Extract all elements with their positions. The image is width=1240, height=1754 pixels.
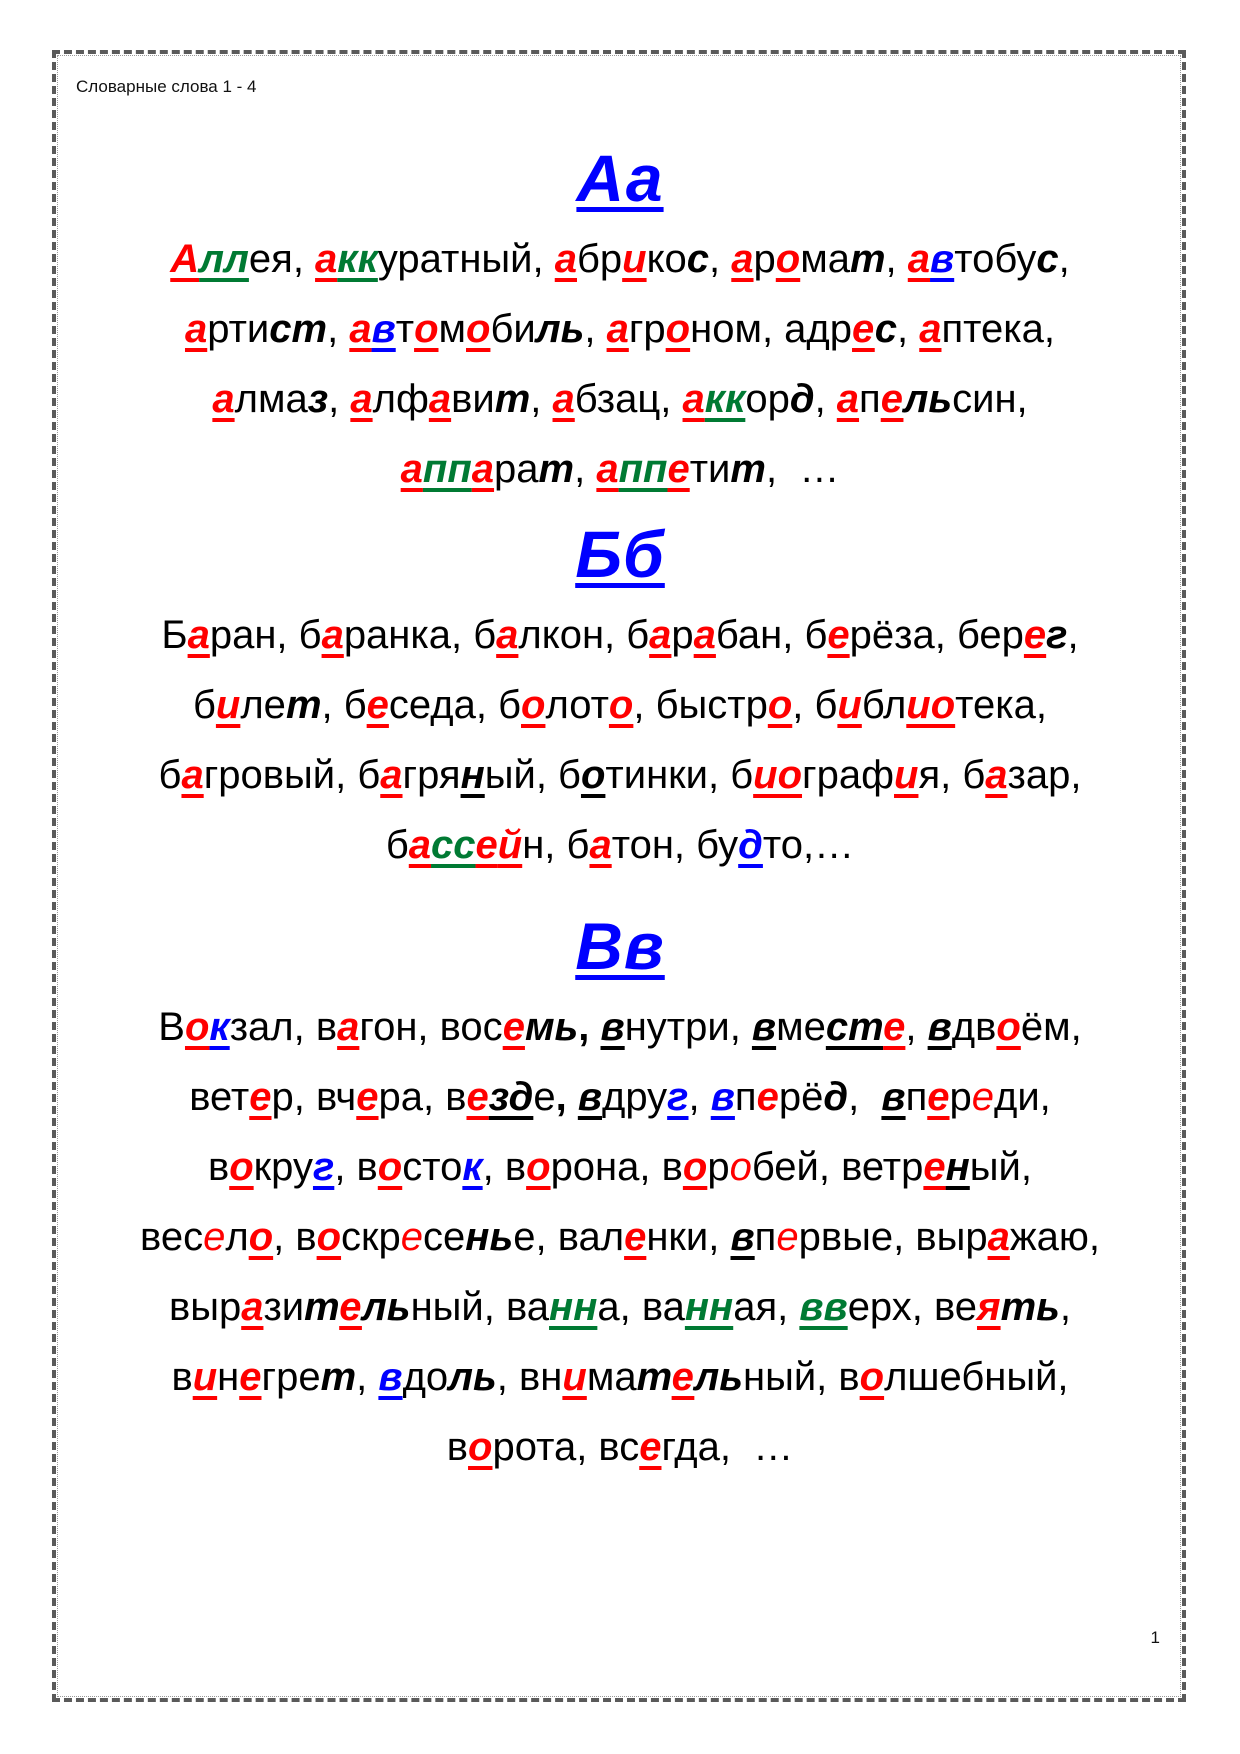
word-segment: а xyxy=(731,237,754,281)
word-line xyxy=(72,1132,1168,1202)
word-segment: р, вч xyxy=(271,1075,357,1119)
word-segment: гон, вос xyxy=(359,1005,503,1049)
word-segment: е xyxy=(776,1215,799,1259)
word-segment: б xyxy=(158,753,182,797)
word-segment: а xyxy=(985,753,1008,797)
word-segment: т xyxy=(636,1355,672,1399)
word-segment: н xyxy=(217,1355,240,1399)
word-segment: я, б xyxy=(918,753,986,797)
word-segment: в xyxy=(600,1005,625,1049)
word-segment: е xyxy=(971,1075,994,1119)
word-segment: и xyxy=(894,753,919,797)
word-segment: ая, xyxy=(733,1285,800,1329)
word-segment: т xyxy=(304,1285,340,1329)
word-segment: , xyxy=(356,1355,379,1399)
word-segment: тон, бу xyxy=(611,823,739,867)
word-segment: в xyxy=(927,1005,952,1049)
word-segment: м xyxy=(438,307,466,351)
word-segment: рти xyxy=(207,307,270,351)
word-line xyxy=(72,810,1168,880)
word-segment: а xyxy=(907,237,931,281)
word-segment: гровый, б xyxy=(203,753,381,797)
word-segment: тобу xyxy=(954,237,1037,281)
word-segment: е xyxy=(356,1075,379,1119)
word-segment: а xyxy=(919,307,942,351)
word-segment: а xyxy=(596,447,619,491)
word-segment: а xyxy=(380,753,403,797)
word-segment: и xyxy=(215,683,241,727)
word-segment: а xyxy=(693,613,716,657)
word-segment: е xyxy=(1023,613,1047,657)
word-segment: гре xyxy=(261,1355,321,1399)
word-segment: , в xyxy=(482,1145,527,1189)
word-line xyxy=(72,1412,1168,1482)
word-segment: нки, xyxy=(646,1215,731,1259)
word-segment: дру xyxy=(602,1075,668,1119)
section-heading-b: Бб xyxy=(575,517,665,591)
word-segment: в xyxy=(930,237,955,281)
word-segment: в xyxy=(371,307,396,351)
word-segment: а xyxy=(184,307,208,351)
word-segment: ран, б xyxy=(209,613,322,657)
word-segment: сс xyxy=(431,823,476,867)
word-segment: скр xyxy=(341,1215,401,1259)
word-segment: ном, адр xyxy=(690,307,853,351)
word-segment: , в xyxy=(273,1215,317,1259)
header-label: Словарные слова 1 - 4 xyxy=(76,77,257,96)
word-segment: о xyxy=(184,1005,210,1049)
word-segment: б xyxy=(385,823,409,867)
word-segment: , быстр xyxy=(633,683,768,727)
word-line xyxy=(72,1062,1168,1132)
word-line xyxy=(72,992,1168,1062)
word-segment: и xyxy=(837,683,862,727)
word-segment: р xyxy=(949,1075,972,1119)
word-segment: п xyxy=(734,1075,757,1119)
word-segment: ный, ва xyxy=(410,1285,550,1329)
word-segment: ди, xyxy=(994,1075,1051,1119)
word-segment: а xyxy=(337,1005,360,1049)
word-segment: нутри, xyxy=(624,1005,752,1049)
word-segment: ль xyxy=(694,1355,743,1399)
word-segment: син, xyxy=(952,377,1028,421)
word-segment: тинки, б xyxy=(605,753,754,797)
word-segment: , xyxy=(1059,1285,1072,1329)
word-segment: гр xyxy=(628,307,666,351)
word-segment: т xyxy=(320,1355,357,1399)
word-segment: до xyxy=(402,1355,449,1399)
word-segment: ст xyxy=(825,1005,884,1049)
word-segment: а xyxy=(350,377,373,421)
word-segment: , в xyxy=(334,1145,378,1189)
word-segment: е xyxy=(852,307,875,351)
word-segment: е xyxy=(827,613,850,657)
word-segment: ль xyxy=(903,377,953,421)
word-segment: кк xyxy=(337,237,378,281)
word-segment: а xyxy=(321,613,344,657)
word-segment: сто xyxy=(402,1145,463,1189)
word-segment: е xyxy=(475,823,498,867)
word-segment: г xyxy=(312,1145,335,1189)
word-segment: п xyxy=(905,1075,928,1119)
word-list-b xyxy=(72,594,1168,880)
word-segment: вес xyxy=(140,1215,204,1259)
word-segment: граф xyxy=(802,753,895,797)
word-segment: выр xyxy=(168,1285,242,1329)
word-segment: зал, в xyxy=(229,1005,338,1049)
word-segment: а xyxy=(554,237,577,281)
word-segment: , … xyxy=(765,447,840,491)
word-segment: ти xyxy=(689,447,731,491)
word-segment: е xyxy=(366,683,389,727)
word-segment: о xyxy=(248,1215,274,1259)
word-segment: е xyxy=(400,1215,424,1259)
word-segment: а xyxy=(349,307,372,351)
word-segment: в xyxy=(378,1355,403,1399)
word-segment: , xyxy=(897,307,920,351)
word-segment: лл xyxy=(199,237,249,281)
word-segment: , xyxy=(814,377,837,421)
word-line xyxy=(72,1342,1168,1412)
word-segment: о xyxy=(580,753,606,797)
word-segment: се xyxy=(423,1215,466,1259)
word-segment: кру xyxy=(253,1145,313,1189)
section-b xyxy=(72,514,1168,880)
word-segment: ст xyxy=(269,307,328,351)
word-segment: вет xyxy=(189,1075,250,1119)
word-segment: р xyxy=(753,237,776,281)
word-segment: д xyxy=(789,377,815,421)
word-line xyxy=(72,364,1168,434)
word-segment: ви xyxy=(451,377,495,421)
word-segment: бан, б xyxy=(715,613,828,657)
word-segment: рота, вс xyxy=(492,1425,640,1469)
word-segment: , xyxy=(905,1005,928,1049)
word-segment: рёза, бер xyxy=(849,613,1024,657)
word-segment: е xyxy=(927,1075,950,1119)
word-segment: седа, б xyxy=(388,683,521,727)
word-segment: к xyxy=(462,1145,483,1189)
word-segment: , xyxy=(584,307,607,351)
word-segment: гря xyxy=(402,753,461,797)
word-segment: о xyxy=(377,1145,403,1189)
section-heading-a: Аа xyxy=(576,141,664,215)
word-segment: зд xyxy=(488,1075,534,1119)
word-segment: о xyxy=(729,1145,752,1189)
word-segment: а xyxy=(471,447,495,491)
word-segment: о xyxy=(414,307,439,351)
word-segment: р xyxy=(707,1145,730,1189)
word-segment: ём, xyxy=(1020,1005,1082,1049)
word-segment: рвые, выр xyxy=(798,1215,988,1259)
word-segment: бр xyxy=(577,237,623,281)
word-segment: р xyxy=(671,613,694,657)
word-segment: е xyxy=(502,1005,525,1049)
word-segment: ор xyxy=(745,377,790,421)
word-segment: рона, в xyxy=(550,1145,683,1189)
word-segment: птека, xyxy=(941,307,1055,351)
word-segment: о xyxy=(767,683,793,727)
word-line xyxy=(72,434,1168,504)
word-segment: лот xyxy=(545,683,609,727)
word-segment: е xyxy=(756,1075,779,1119)
word-line xyxy=(72,294,1168,364)
word-segment: и xyxy=(622,237,647,281)
word-segment: , xyxy=(1058,237,1070,281)
word-segment: ый, б xyxy=(484,753,581,797)
word-segment: т xyxy=(538,447,575,491)
word-segment: т xyxy=(395,307,415,351)
word-list-v xyxy=(72,986,1168,1482)
word-segment: лма xyxy=(234,377,308,421)
word-segment: в xyxy=(577,1075,602,1119)
word-segment: ть xyxy=(1000,1285,1060,1329)
word-segment: д xyxy=(738,823,763,867)
word-segment: ра xyxy=(494,447,539,491)
word-segment: а xyxy=(181,753,204,797)
word-segment: ио xyxy=(753,753,803,797)
word-segment: нн xyxy=(549,1285,598,1329)
word-segment: а xyxy=(315,237,338,281)
word-segment: тека, xyxy=(955,683,1048,727)
word-segment: ея, xyxy=(248,237,316,281)
word-segment: рё xyxy=(778,1075,824,1119)
word-segment: а xyxy=(400,447,423,491)
word-line xyxy=(72,740,1168,810)
word-segment: к xyxy=(209,1005,230,1049)
word-segment: т xyxy=(730,447,766,491)
word-line xyxy=(72,670,1168,740)
word-segment: в xyxy=(207,1145,230,1189)
word-segment: а xyxy=(552,377,575,421)
word-segment: е xyxy=(667,447,690,491)
word-segment: , xyxy=(530,377,553,421)
word-segment: е xyxy=(466,1075,489,1119)
word-segment: ле xyxy=(240,683,286,727)
word-segment: а xyxy=(649,613,672,657)
word-segment: ерх, ве xyxy=(847,1285,978,1329)
word-segment: мь xyxy=(524,1005,579,1049)
word-segment: нь xyxy=(465,1215,514,1259)
word-segment: а xyxy=(187,613,210,657)
word-segment: ма xyxy=(586,1355,637,1399)
word-segment: , xyxy=(1067,613,1079,657)
word-segment: д xyxy=(823,1075,849,1119)
word-segment: т xyxy=(494,377,531,421)
word-segment: а xyxy=(987,1215,1010,1259)
word-segment: ко xyxy=(646,237,687,281)
word-segment: ра, в xyxy=(378,1075,467,1119)
word-segment: би xyxy=(490,307,536,351)
word-segment: н xyxy=(460,753,485,797)
word-segment: и xyxy=(192,1355,218,1399)
word-segment: лкон, б xyxy=(518,613,650,657)
word-segment: е xyxy=(239,1355,262,1399)
word-segment: гда, … xyxy=(661,1425,794,1469)
word-segment: ный, в xyxy=(742,1355,860,1399)
word-segment: в xyxy=(751,1005,777,1049)
word-segment: т xyxy=(285,683,322,727)
word-segment: , xyxy=(688,1075,711,1119)
word-segment: о xyxy=(526,1145,551,1189)
word-segment: с xyxy=(1036,237,1059,281)
word-segment: , xyxy=(885,237,908,281)
word-segment: о xyxy=(521,683,546,727)
word-segment: я xyxy=(977,1285,1001,1329)
word-segment: о xyxy=(775,237,801,281)
word-line xyxy=(72,224,1168,294)
word-segment: , вн xyxy=(496,1355,563,1399)
word-segment: , xyxy=(848,1075,882,1119)
word-list-a xyxy=(72,218,1168,504)
word-segment: А xyxy=(170,237,200,281)
word-segment: е xyxy=(339,1285,362,1329)
word-segment: лф xyxy=(372,377,429,421)
word-segment: е xyxy=(671,1355,695,1399)
word-segment: кк xyxy=(704,377,746,421)
word-segment: ио xyxy=(906,683,956,727)
word-segment: , б xyxy=(792,683,838,727)
word-segment: о xyxy=(468,1425,493,1469)
word-segment: , xyxy=(709,237,732,281)
word-segment: г xyxy=(667,1075,689,1119)
word-segment: , xyxy=(578,1005,601,1049)
word-segment: , xyxy=(328,377,351,421)
section-heading-v: Вв xyxy=(575,909,665,983)
word-segment: а xyxy=(212,377,235,421)
word-segment: о xyxy=(682,1145,708,1189)
word-segment: й xyxy=(497,823,523,867)
word-segment: о xyxy=(665,307,691,351)
word-segment: уратный, xyxy=(377,237,555,281)
page-number: 1 xyxy=(1150,1628,1160,1647)
word-segment: е xyxy=(639,1425,662,1469)
word-segment: п xyxy=(859,377,881,421)
word-line xyxy=(72,1202,1168,1272)
word-segment: В xyxy=(158,1005,185,1049)
word-line xyxy=(72,1272,1168,1342)
word-segment: е xyxy=(624,1215,647,1259)
word-segment: в xyxy=(881,1075,906,1119)
word-segment: бзац, xyxy=(574,377,683,421)
word-segment: е xyxy=(923,1145,946,1189)
word-segment: жаю, xyxy=(1009,1215,1100,1259)
word-segment: о xyxy=(859,1355,885,1399)
word-segment: а xyxy=(836,377,860,421)
word-segment: ль xyxy=(448,1355,497,1399)
word-segment: а xyxy=(606,307,629,351)
word-segment: ль xyxy=(361,1285,411,1329)
dictionary-content xyxy=(72,130,1168,1482)
word-segment: а xyxy=(496,613,519,657)
word-segment: б xyxy=(192,683,216,727)
word-segment: нн xyxy=(684,1285,734,1329)
word-segment: дв xyxy=(951,1005,997,1049)
word-segment: в xyxy=(710,1075,735,1119)
word-segment: а, ва xyxy=(597,1285,685,1329)
word-segment: ранка, б xyxy=(343,613,497,657)
word-segment: е xyxy=(533,1075,556,1119)
word-segment: зи xyxy=(263,1285,305,1329)
word-segment: , xyxy=(574,447,597,491)
word-segment: т xyxy=(849,237,886,281)
word-segment: бей, ветр xyxy=(751,1145,924,1189)
word-segment: о xyxy=(996,1005,1021,1049)
word-segment: ма xyxy=(800,237,850,281)
word-segment: в xyxy=(171,1355,193,1399)
section-a xyxy=(72,138,1168,504)
word-segment: а xyxy=(241,1285,264,1329)
word-segment: а xyxy=(428,377,452,421)
word-segment: ый, xyxy=(969,1145,1033,1189)
word-segment: п xyxy=(754,1215,777,1259)
word-segment: , б xyxy=(321,683,367,727)
word-segment: Б xyxy=(161,613,188,657)
word-segment: ме xyxy=(776,1005,826,1049)
word-segment: вв xyxy=(799,1285,848,1329)
word-segment: пп xyxy=(422,447,472,491)
word-segment: с xyxy=(874,307,897,351)
word-segment: с xyxy=(686,237,710,281)
word-segment: е xyxy=(249,1075,272,1119)
word-segment: а xyxy=(589,823,612,867)
word-segment: о xyxy=(466,307,491,351)
word-segment: и xyxy=(562,1355,587,1399)
word-segment: н xyxy=(945,1145,970,1189)
word-segment: з xyxy=(307,377,329,421)
word-segment: лшебный, xyxy=(884,1355,1069,1399)
word-segment: е xyxy=(880,377,904,421)
word-segment: пп xyxy=(618,447,668,491)
word-line xyxy=(72,600,1168,670)
word-segment: зар, xyxy=(1007,753,1082,797)
word-segment: в xyxy=(446,1425,469,1469)
word-segment: а xyxy=(682,377,705,421)
word-segment: е xyxy=(883,1005,906,1049)
word-segment: о xyxy=(608,683,634,727)
word-segment: а xyxy=(408,823,432,867)
word-segment: бл xyxy=(861,683,907,727)
word-segment: то,… xyxy=(762,823,855,867)
word-segment: е xyxy=(203,1215,226,1259)
section-v xyxy=(72,906,1168,1482)
word-segment: е, вал xyxy=(513,1215,625,1259)
word-segment: н, б xyxy=(522,823,590,867)
word-segment: , xyxy=(327,307,350,351)
word-segment: в xyxy=(730,1215,755,1259)
word-segment: о xyxy=(229,1145,254,1189)
word-segment: ль xyxy=(535,307,585,351)
word-segment: л xyxy=(225,1215,249,1259)
word-segment: г xyxy=(1046,613,1068,657)
word-segment: о xyxy=(316,1215,342,1259)
word-segment: , xyxy=(555,1075,578,1119)
